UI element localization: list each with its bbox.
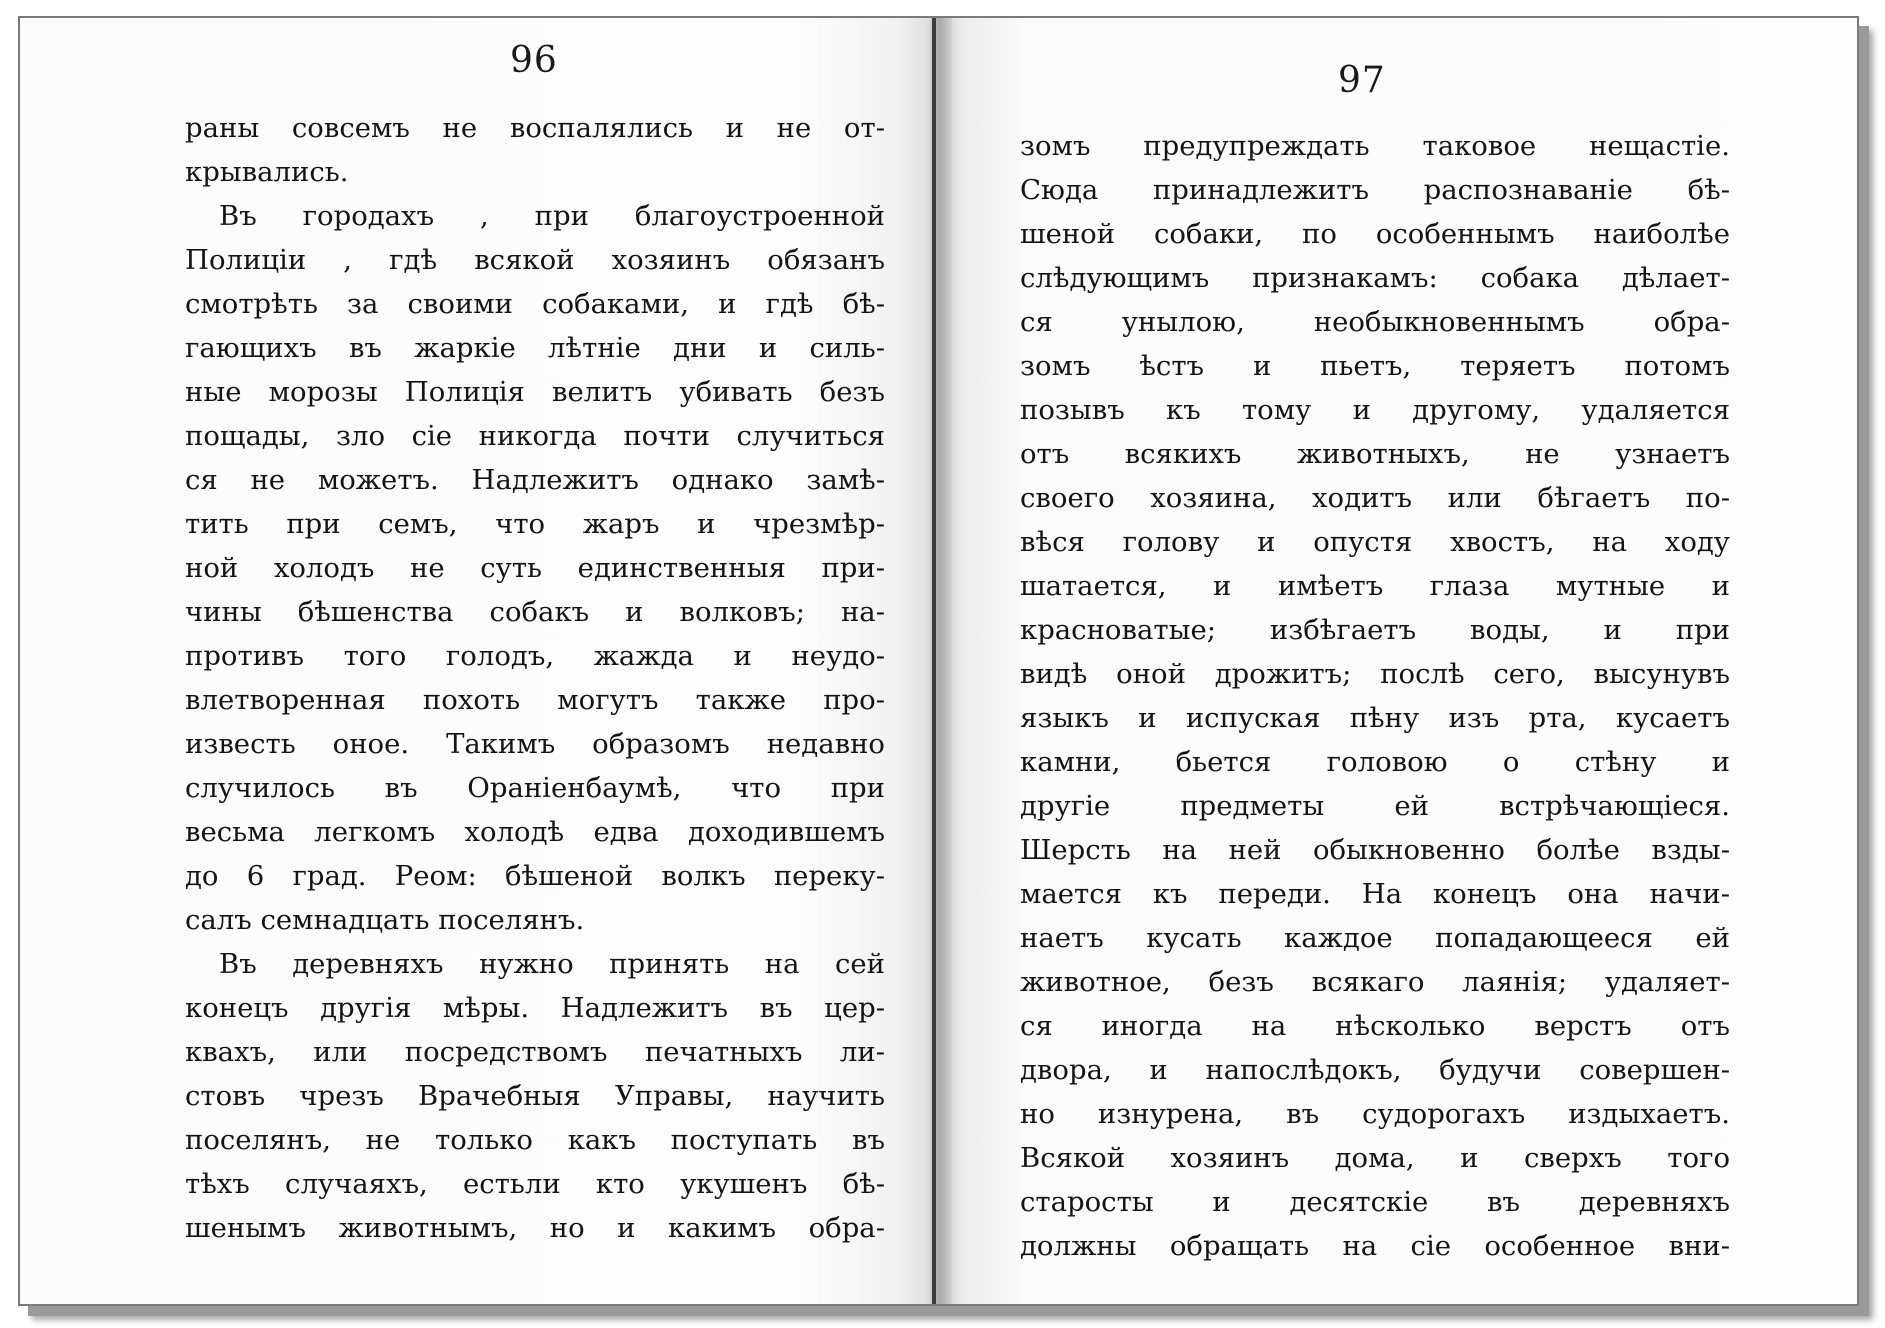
text-line: ные морозы Полиція велитъ убивать безъ: [185, 376, 885, 408]
text-line: гающихъ въ жаркіе лѣтніе дни и силь-: [185, 332, 885, 364]
text-line: шенымъ животнымъ, но и какимъ обра-: [185, 1212, 885, 1244]
text-line: мается къ переди. На конецъ она начи-: [1020, 878, 1730, 910]
right-page-text: [1020, 124, 1730, 1268]
text-line: Въ городахъ , при благоустроенной: [219, 200, 885, 232]
text-line: ся не можетъ. Надлежитъ однако замѣ-: [185, 464, 885, 496]
text-line: слѣдующимъ признакамъ: собака дѣлает-: [1020, 262, 1730, 294]
text-line: но изнурена, въ судорогахъ издыхаетъ.: [1020, 1098, 1730, 1130]
text-line: до 6 град. Реом: бѣшеной волкъ переку-: [185, 860, 885, 892]
text-line: раны совсемъ не воспалялись и не от-: [185, 112, 885, 144]
text-line: тѣхъ случаяхъ, естьли кто укушенъ бѣ-: [185, 1168, 885, 1200]
text-line: шатается, и имѣетъ глаза мутные и: [1020, 570, 1730, 602]
text-line: красноватые; избѣгаетъ воды, и при: [1020, 614, 1730, 646]
text-line: Въ деревняхъ нужно принять на сей: [219, 948, 885, 980]
text-line: другіе предметы ей встрѣчающіеся.: [1020, 790, 1730, 822]
text-line: ся иногда на нѣсколько верстъ отъ: [1020, 1010, 1730, 1042]
left-page: [20, 18, 935, 1304]
text-line: зомъ ѣстъ и пьетъ, теряетъ потомъ: [1020, 350, 1730, 382]
right-page: [935, 18, 1857, 1304]
text-line: чины бѣшенства собакъ и волковъ; на-: [185, 596, 885, 628]
text-line: тить при семъ, что жаръ и чрезмѣр-: [185, 508, 885, 540]
text-line: отъ всякихъ животныхъ, не узнаетъ: [1020, 438, 1730, 470]
text-line: языкъ и испуская пѣну изъ рта, кусаетъ: [1020, 702, 1730, 734]
left-page-text: [185, 106, 885, 1250]
text-line: пощады, зло сіе никогда почти случиться: [185, 420, 885, 452]
text-line: случилось въ Ораніенбаумѣ, что при: [185, 772, 885, 804]
text-line: влетворенная похоть могутъ также про-: [185, 684, 885, 716]
text-line: Шерсть на ней обыкновенно болѣе взды-: [1020, 834, 1730, 866]
text-line: известь оное. Такимъ образомъ недавно: [185, 728, 885, 760]
text-line: вѣся голову и опустя хвостъ, на ходу: [1020, 526, 1730, 558]
text-line: позывъ къ тому и другому, удаляется: [1020, 394, 1730, 426]
text-line: Полиціи , гдѣ всякой хозяинъ обязанъ: [185, 244, 885, 276]
book-spread: [18, 16, 1859, 1306]
gutter-shadow: [926, 18, 952, 1304]
text-line: противъ того голодъ, жажда и неудо-: [185, 640, 885, 672]
text-line: Всякой хозяинъ дома, и сверхъ того: [1020, 1142, 1730, 1174]
text-line: должны обращать на сіе особенное вни-: [1020, 1230, 1730, 1262]
text-line: ной холодъ не суть единственныя при-: [185, 552, 885, 584]
text-line: видѣ оной дрожитъ; послѣ сего, высунувъ: [1020, 658, 1730, 690]
text-line: наетъ кусать каждое попадающееся ей: [1020, 922, 1730, 954]
text-line: смотрѣть за своими собаками, и гдѣ бѣ-: [185, 288, 885, 320]
page-number-96: 96: [510, 40, 558, 81]
text-line: шеной собаки, по особеннымъ наиболѣе: [1020, 218, 1730, 250]
text-line: животное, безъ всякаго лаянія; удаляет-: [1020, 966, 1730, 998]
text-line: поселянъ, не только какъ поступать въ: [185, 1124, 885, 1156]
page-number-97: 97: [1338, 60, 1386, 101]
text-line: весьма легкомъ холодѣ едва доходившемъ: [185, 816, 885, 848]
text-line: Сюда принадлежитъ распознаваніе бѣ-: [1020, 174, 1730, 206]
text-line: своего хозяина, ходитъ или бѣгаетъ по-: [1020, 482, 1730, 514]
text-line: квахъ, или посредствомъ печатныхъ ли-: [185, 1036, 885, 1068]
text-line: крывались.: [185, 156, 349, 188]
text-line: зомъ предупреждать таковое нещастіе.: [1020, 130, 1730, 162]
text-line: стовъ чрезъ Врачебныя Управы, научить: [185, 1080, 885, 1112]
text-line: ся унылою, необыкновеннымъ обра-: [1020, 306, 1730, 338]
text-line: салъ семнадцать поселянъ.: [185, 904, 585, 936]
text-line: старосты и десятскіе въ деревняхъ: [1020, 1186, 1730, 1218]
book-gutter: [932, 18, 936, 1304]
text-line: двора, и напослѣдокъ, будучи совершен-: [1020, 1054, 1730, 1086]
text-line: камни, бьется головою о стѣну и: [1020, 746, 1730, 778]
text-line: конецъ другія мѣры. Надлежитъ въ цер-: [185, 992, 885, 1024]
